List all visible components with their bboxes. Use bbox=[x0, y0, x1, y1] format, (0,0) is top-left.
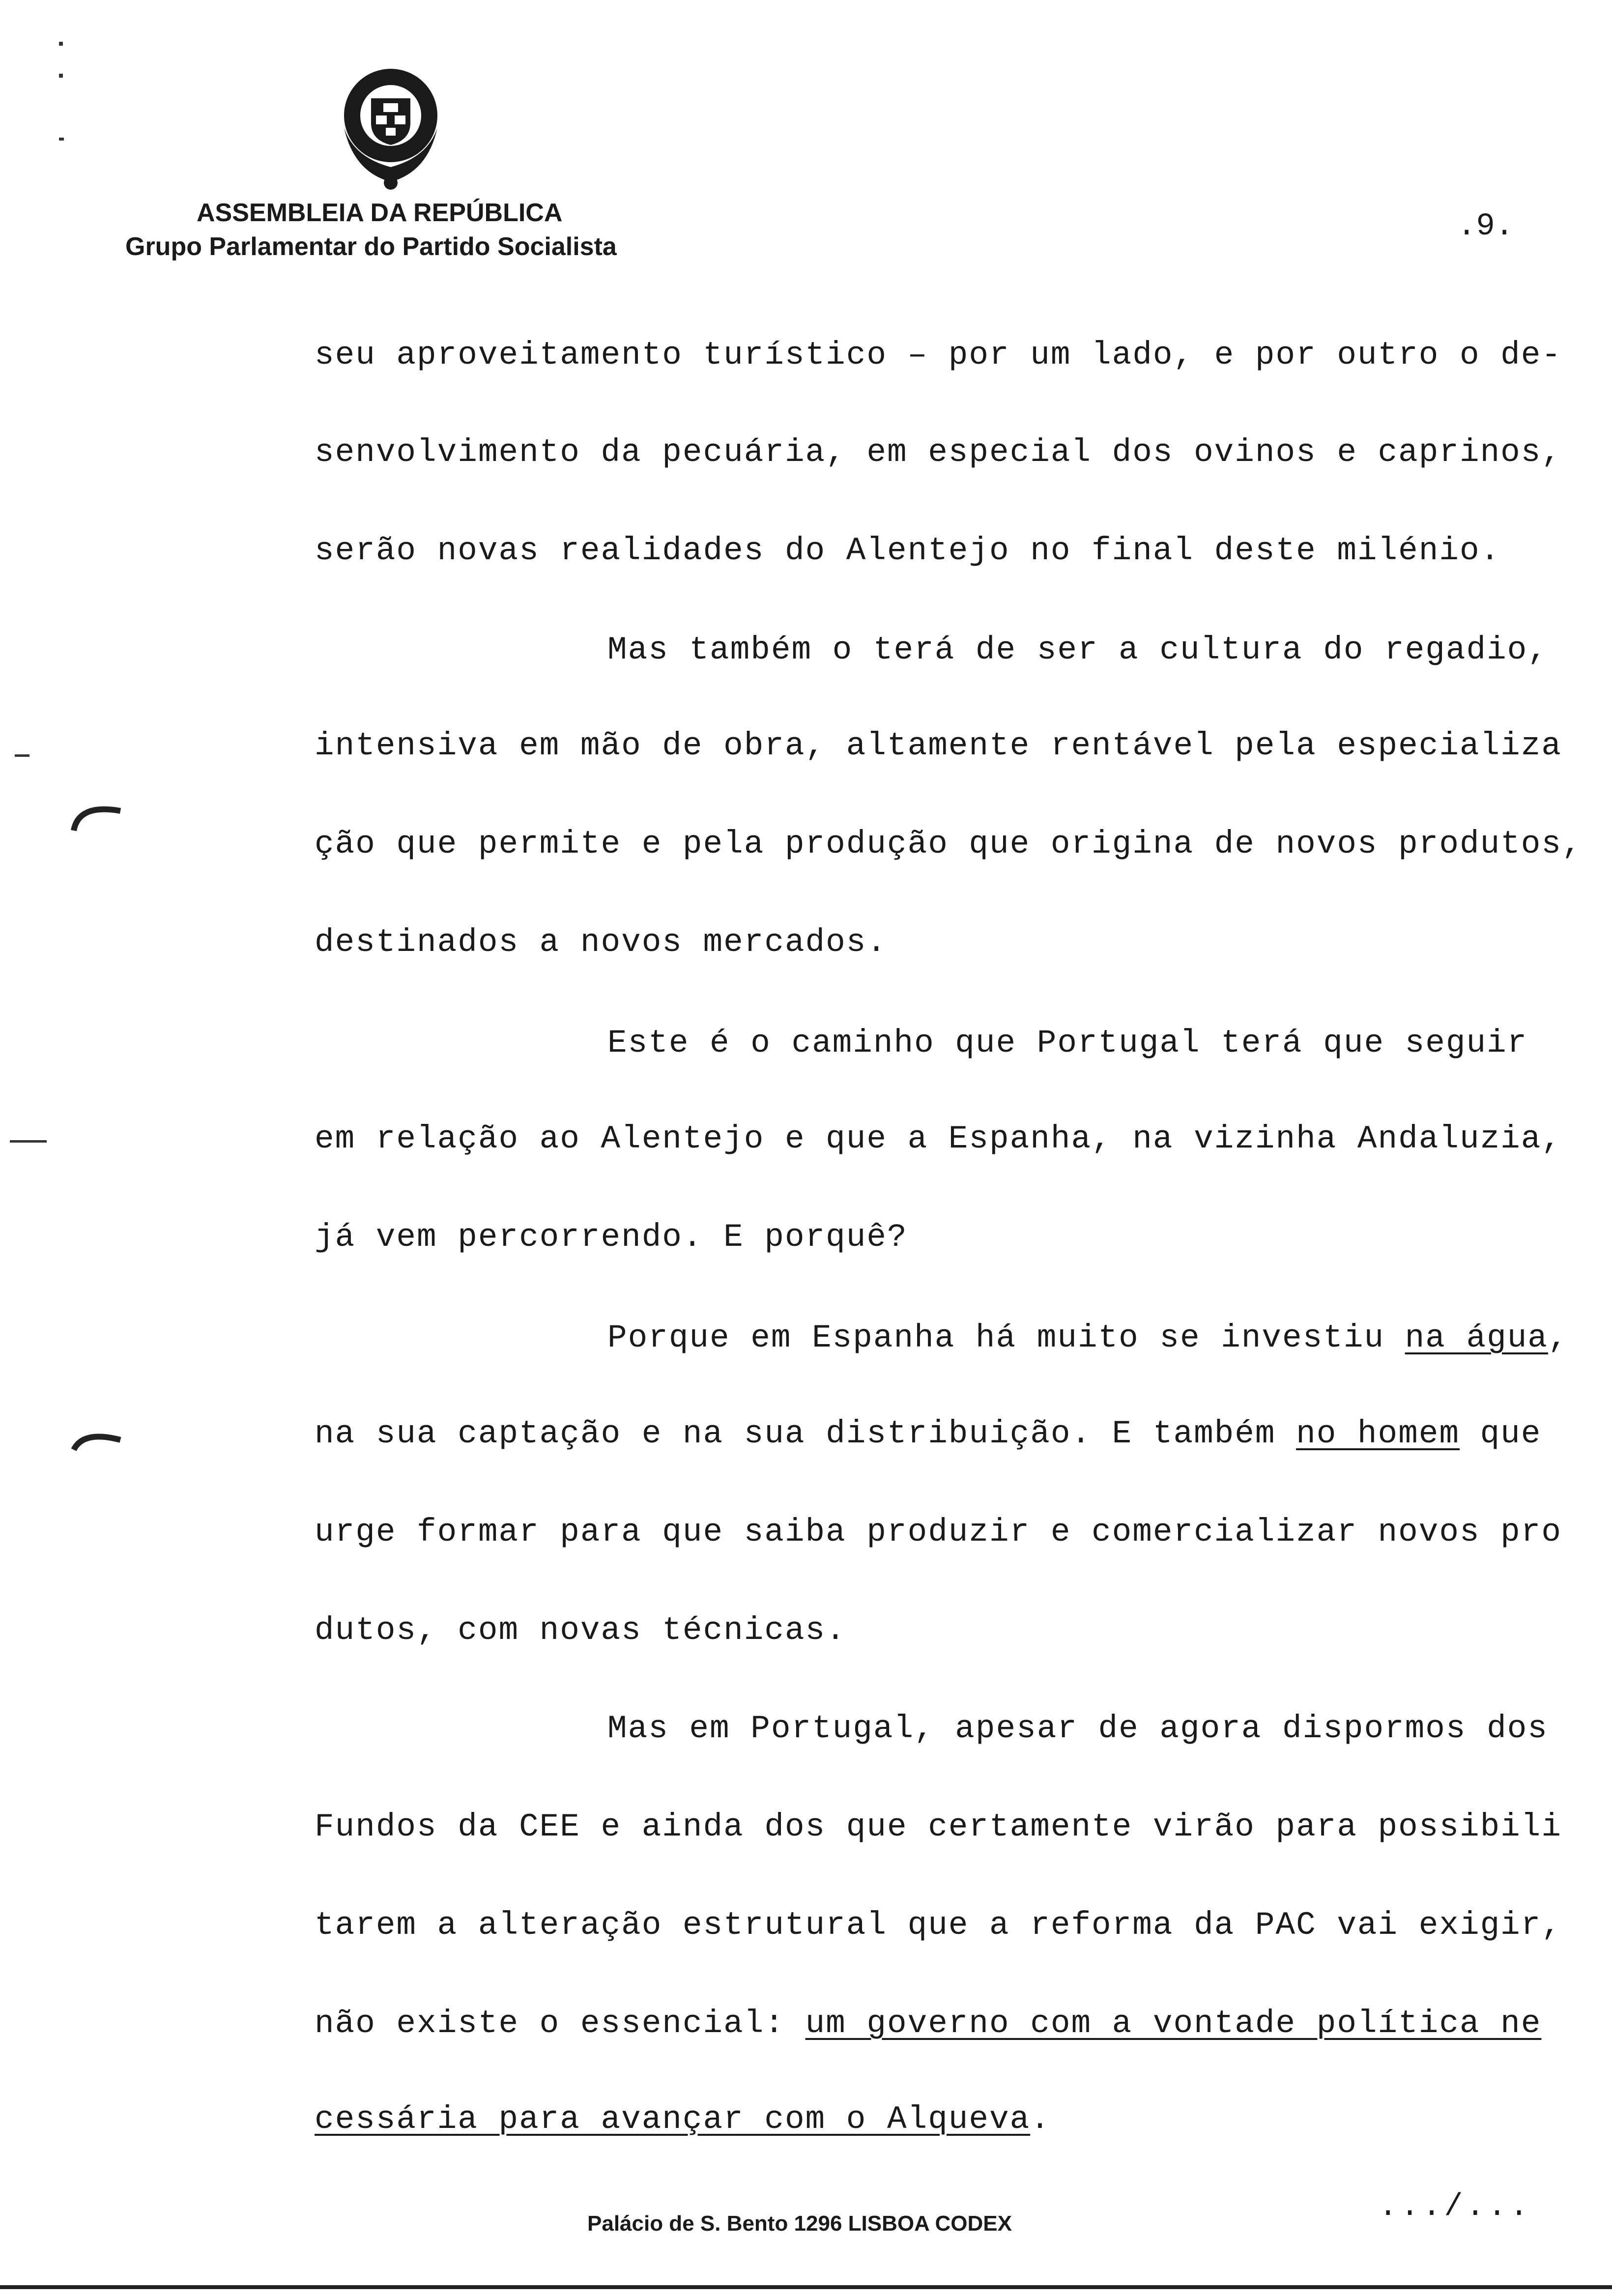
text-line: em relação ao Alentejo e que a Espanha, na vizinha Andaluzia, bbox=[315, 1120, 1562, 1157]
text-line: serão novas realidades do Alentejo no final deste milénio. bbox=[315, 532, 1501, 569]
text-line: Mas em Portugal, apesar de agora dispormos dos bbox=[607, 1710, 1548, 1747]
text-segment: não existe o essencial: bbox=[315, 2005, 806, 2042]
margin-mark bbox=[59, 42, 63, 46]
letterhead-group: Grupo Parlamentar do Partido Socialista bbox=[125, 232, 617, 261]
underlined-text: cessária para avançar com o Alqueva bbox=[315, 2101, 1031, 2138]
underlined-text: um governo com a vontade política ne bbox=[805, 2005, 1542, 2042]
text-line: já vem percorrendo. E porquê? bbox=[315, 1219, 908, 1256]
text-line: Fundos da CEE e ainda dos que certamente virão para possibili bbox=[315, 1808, 1562, 1845]
text-segment: . bbox=[1030, 2101, 1051, 2138]
text-segment: Porque em Espanha há muito se investiu bbox=[607, 1320, 1405, 1356]
underlined-text: no homem bbox=[1296, 1415, 1460, 1452]
text-line: Mas também o terá de ser a cultura do regadio, bbox=[607, 631, 1548, 668]
text-segment: na sua captação e na sua distribuição. E também bbox=[315, 1415, 1296, 1452]
margin-mark bbox=[59, 138, 64, 141]
text-line: intensiva em mão de obra, altamente rentável pela especializa bbox=[315, 727, 1562, 764]
text-line: ção que permite e pela produção que origina de novos produtos, bbox=[315, 826, 1583, 862]
coat-of-arms-icon bbox=[324, 54, 457, 192]
text-line: Este é o caminho que Portugal terá que seguir bbox=[607, 1025, 1528, 1062]
text-segment: que bbox=[1459, 1415, 1542, 1452]
letterhead-institution: ASSEMBLEIA DA REPÚBLICA bbox=[197, 199, 563, 227]
page-number: .9. bbox=[1457, 209, 1514, 244]
text-line: destinados a novos mercados. bbox=[315, 924, 887, 961]
margin-mark bbox=[59, 74, 63, 78]
bottom-rule bbox=[0, 2285, 1612, 2289]
margin-mark bbox=[10, 1140, 47, 1143]
text-line: senvolvimento da pecuária, em especial dos ovinos e caprinos, bbox=[315, 434, 1562, 471]
margin-mark bbox=[15, 754, 29, 757]
text-line bbox=[315, 2005, 1541, 2042]
text-line: dutos, com novas técnicas. bbox=[315, 1612, 846, 1649]
footer-address: Palácio de S. Bento 1296 LISBOA CODEX bbox=[587, 2211, 1012, 2236]
text-line: tarem a alteração estrutural que a reforma da PAC vai exigir, bbox=[315, 1907, 1562, 1944]
text-line: urge formar para que saiba produzir e comercializar novos pro bbox=[315, 1514, 1562, 1550]
continuation-mark: .../... bbox=[1379, 2189, 1531, 2225]
punch-hole-mark bbox=[69, 796, 128, 835]
text-line bbox=[315, 1415, 1541, 1452]
text-line: seu aproveitamento turístico – por um lado, e por outro o de- bbox=[315, 337, 1562, 373]
text-line bbox=[315, 2101, 1051, 2138]
text-line bbox=[607, 1320, 1569, 1356]
punch-hole-mark bbox=[69, 1420, 128, 1460]
text-segment: , bbox=[1548, 1320, 1569, 1356]
underlined-text: na água bbox=[1405, 1320, 1548, 1356]
